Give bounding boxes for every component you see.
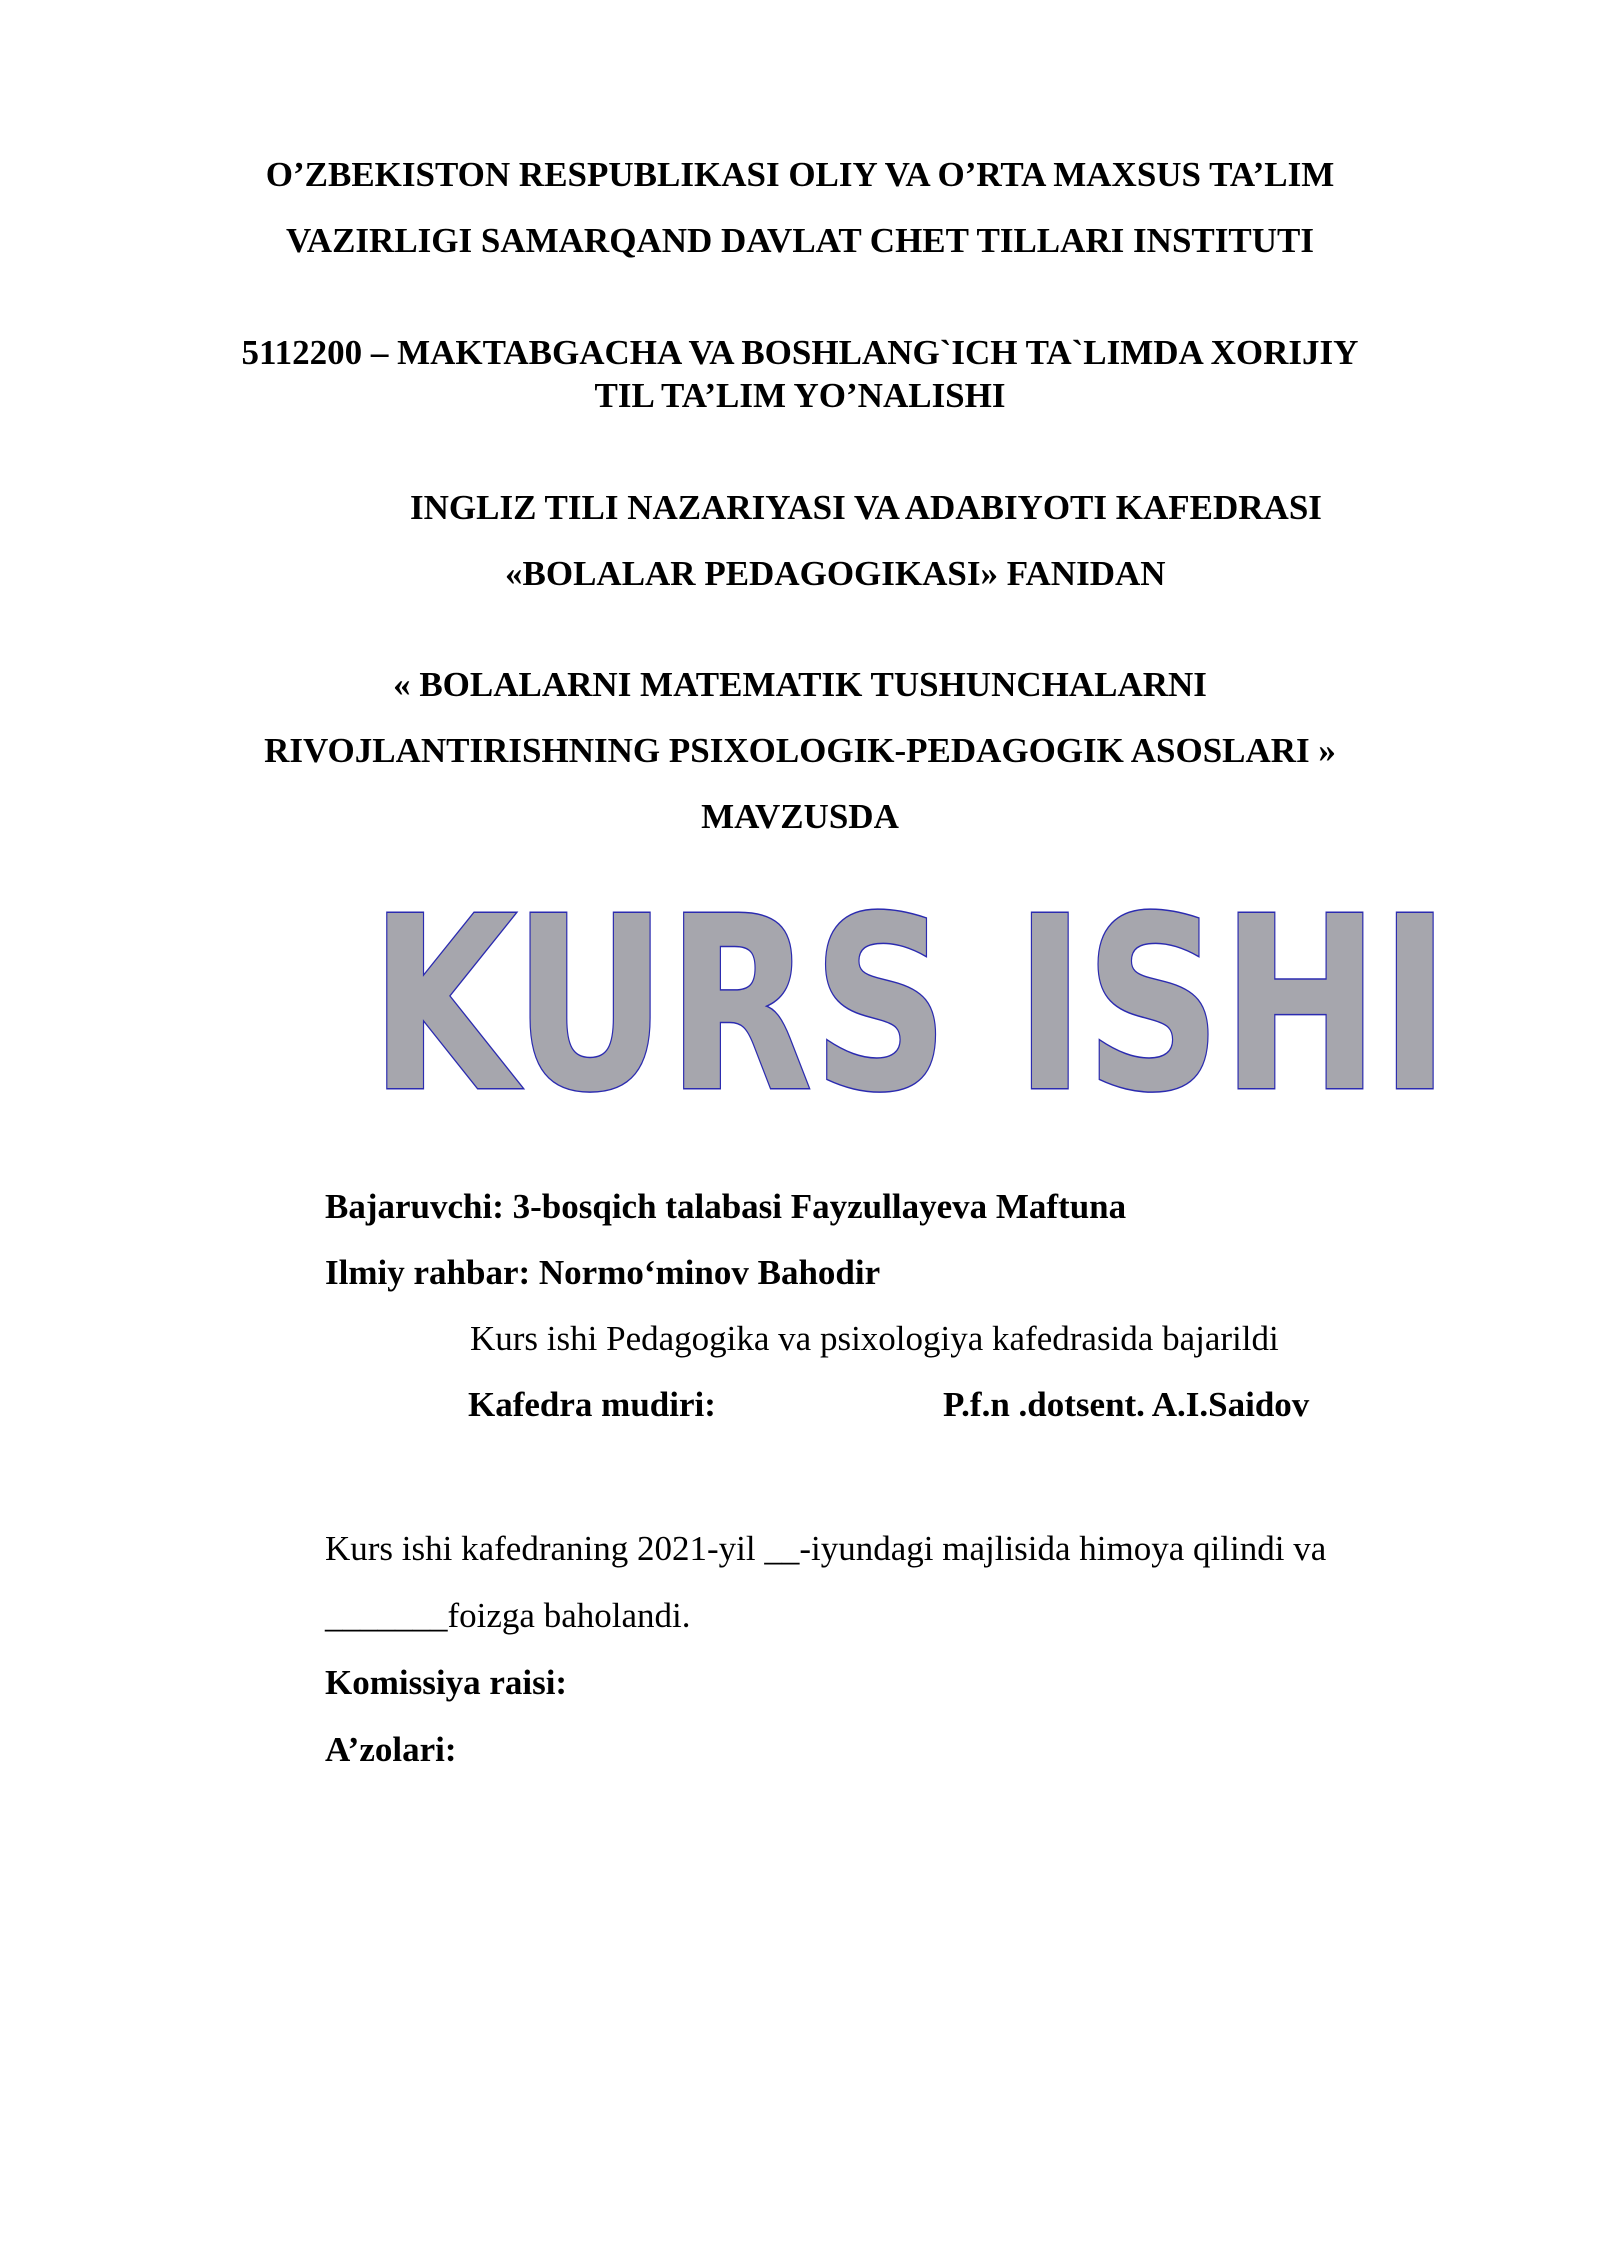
department-line-1: INGLIZ TILI NAZARIYASI VA ADABIYOTI KAFEDRASI <box>410 488 1322 527</box>
executor-line: Bajaruvchi: 3-bosqich talabasi Fayzullayeva Maftuna <box>325 1187 1127 1226</box>
wordart-text: KURS ISHI <box>370 880 1450 1120</box>
direction-line-1: 5112200 – MAKTABGACHA VA BOSHLANG`ICH TA`LIMDA XORIJIY <box>241 333 1359 372</box>
topic-line-1: « BOLALARNI MATEMATIK TUSHUNCHALARNI <box>393 665 1207 704</box>
completed-at-line: Kurs ishi Pedagogika va psixologiya kafedrasida bajarildi <box>470 1319 1279 1358</box>
wordart-svg <box>360 880 1460 1120</box>
ministry-line-1: O’ZBEKISTON RESPUBLIKASI OLIY VA O’RTA MAXSUS TA’LIM <box>265 155 1335 194</box>
supervisor-line: Ilmiy rahbar: Normo‘minov Bahodir <box>325 1253 881 1292</box>
commission-chair-label: Komissiya raisi: <box>325 1663 568 1702</box>
topic-line-2: RIVOJLANTIRISHNING PSIXOLOGIK-PEDAGOGIK ASOSLARI » <box>264 731 1336 770</box>
head-of-department-name: P.f.n .dotsent. A.I.Saidov <box>943 1385 1310 1424</box>
kurs-ishi-wordart <box>360 880 1460 1120</box>
ministry-line-2: VAZIRLIGI SAMARQAND DAVLAT CHET TILLARI INSTITUTI <box>286 221 1314 260</box>
topic-line-3: MAVZUSDA <box>701 797 899 836</box>
defense-text-line-2: _______foizga baholandi. <box>325 1596 691 1635</box>
defense-paragraph <box>325 1515 1490 1783</box>
defense-text-line-1: Kurs ishi kafedraning 2021-yil __-iyundagi majlisida himoya qilindi va <box>325 1529 1327 1568</box>
direction-line-2: TIL TA’LIM YO’NALISHI <box>594 376 1006 415</box>
members-label: A’zolari: <box>325 1730 457 1769</box>
head-of-department-label: Kafedra mudiri: <box>468 1385 716 1424</box>
subject-line: «BOLALAR PEDAGOGIKASI» FANIDAN <box>505 554 1166 593</box>
